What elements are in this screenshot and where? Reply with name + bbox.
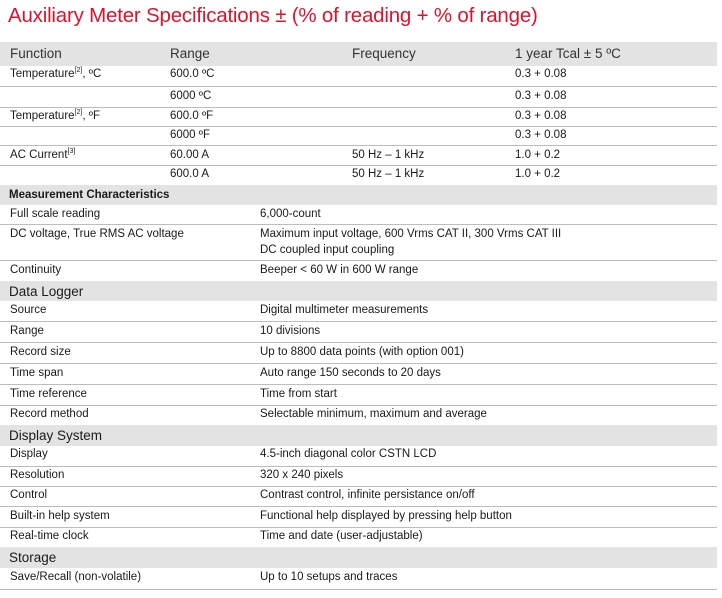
spec-range-cell: 600.0 A xyxy=(170,168,210,180)
row-divider xyxy=(0,405,717,406)
spec-range-cell: 60.00 A xyxy=(170,149,210,161)
header-range: Range xyxy=(170,46,210,61)
row-divider xyxy=(0,527,717,528)
row-label: Control xyxy=(10,489,48,501)
row-value-line2: DC coupled input coupling xyxy=(260,244,395,256)
row-divider xyxy=(0,86,717,87)
section-title: Storage xyxy=(9,550,57,565)
row-divider xyxy=(0,145,717,146)
row-divider xyxy=(0,342,717,343)
row-divider xyxy=(0,589,717,590)
spec-range-cell: 600.0 ºF xyxy=(170,110,214,122)
spec-function-cell: AC Current[3] xyxy=(10,148,76,161)
row-value: Auto range 150 seconds to 20 days xyxy=(260,367,441,379)
spec-tcal-cell: 0.3 + 0.08 xyxy=(515,129,567,141)
spec-function-cell: Temperature[2], ºC xyxy=(10,67,102,80)
row-divider xyxy=(0,466,717,467)
row-divider xyxy=(0,321,717,322)
row-value: 10 divisions xyxy=(260,325,321,337)
spec-range-cell: 600.0 ºC xyxy=(170,68,215,80)
spec-range-cell: 6000 ºF xyxy=(170,129,211,141)
section-title: Measurement Characteristics xyxy=(9,189,170,201)
row-label: Real-time clock xyxy=(10,530,89,542)
row-divider xyxy=(0,165,717,166)
row-label: Range xyxy=(10,325,44,337)
section-header-storage xyxy=(0,547,717,568)
row-divider xyxy=(0,126,717,127)
header-frequency: Frequency xyxy=(352,46,416,61)
row-label: Continuity xyxy=(10,264,62,276)
row-label: Source xyxy=(10,304,47,316)
spec-table-header xyxy=(0,42,717,66)
section-header-data-logger xyxy=(0,281,717,301)
row-label: Record method xyxy=(10,408,89,420)
row-value: 320 x 240 pixels xyxy=(260,469,344,481)
spec-range-cell: 6000 ºC xyxy=(170,90,212,102)
row-label: Record size xyxy=(10,346,71,358)
spec-tcal-cell: 0.3 + 0.08 xyxy=(515,90,567,102)
row-divider xyxy=(0,486,717,487)
row-divider xyxy=(0,107,717,108)
spec-tcal-cell: 1.0 + 0.2 xyxy=(515,168,561,180)
row-divider xyxy=(0,384,717,385)
row-value: Up to 8800 data points (with option 001) xyxy=(260,346,464,358)
row-value: Time and date (user-adjustable) xyxy=(260,530,423,542)
row-value: Contrast control, infinite persistance on/off xyxy=(260,489,475,501)
section-header-measurement xyxy=(0,185,717,205)
row-label: Resolution xyxy=(10,469,65,481)
row-divider xyxy=(0,260,717,261)
row-value: Up to 10 setups and traces xyxy=(260,571,398,583)
section-title: Display System xyxy=(9,428,103,443)
row-label: DC voltage, True RMS AC voltage xyxy=(10,228,184,240)
row-divider xyxy=(0,224,717,225)
header-tcal: 1 year Tcal ± 5 ºC xyxy=(515,46,621,61)
row-label: Time span xyxy=(10,367,64,379)
row-label: Full scale reading xyxy=(10,208,101,220)
header-function: Function xyxy=(10,46,62,61)
row-label: Time reference xyxy=(10,388,87,400)
section-title: Data Logger xyxy=(9,284,84,299)
spec-tcal-cell: 1.0 + 0.2 xyxy=(515,149,561,161)
row-label: Built-in help system xyxy=(10,510,110,522)
spec-function-cell: Temperature[2], ºF xyxy=(10,109,100,122)
page-title: Auxiliary Meter Specifications ± (% of reading + % of range) xyxy=(8,4,538,27)
spec-tcal-cell: 0.3 + 0.08 xyxy=(515,110,567,122)
row-value: Digital multimeter measurements xyxy=(260,304,429,316)
row-value: Selectable minimum, maximum and average xyxy=(260,408,487,420)
row-divider xyxy=(0,506,717,507)
section-header-display-system xyxy=(0,425,717,446)
spec-tcal-cell: 0.3 + 0.08 xyxy=(515,68,567,80)
row-divider xyxy=(0,363,717,364)
row-label: Display xyxy=(10,448,48,460)
row-label: Save/Recall (non-volatile) xyxy=(10,571,142,583)
spec-frequency-cell: 50 Hz – 1 kHz xyxy=(352,168,425,180)
row-value: 6,000-count xyxy=(260,208,321,220)
row-value: Beeper < 60 W in 600 W range xyxy=(260,264,419,276)
row-value: Time from start xyxy=(260,388,337,400)
row-value: Functional help displayed by pressing help button xyxy=(260,510,512,522)
spec-frequency-cell: 50 Hz – 1 kHz xyxy=(352,149,425,161)
row-value: Maximum input voltage, 600 Vrms CAT II, 300 Vrms CAT III xyxy=(260,228,562,240)
row-value: 4.5-inch diagonal color CSTN LCD xyxy=(260,448,437,460)
